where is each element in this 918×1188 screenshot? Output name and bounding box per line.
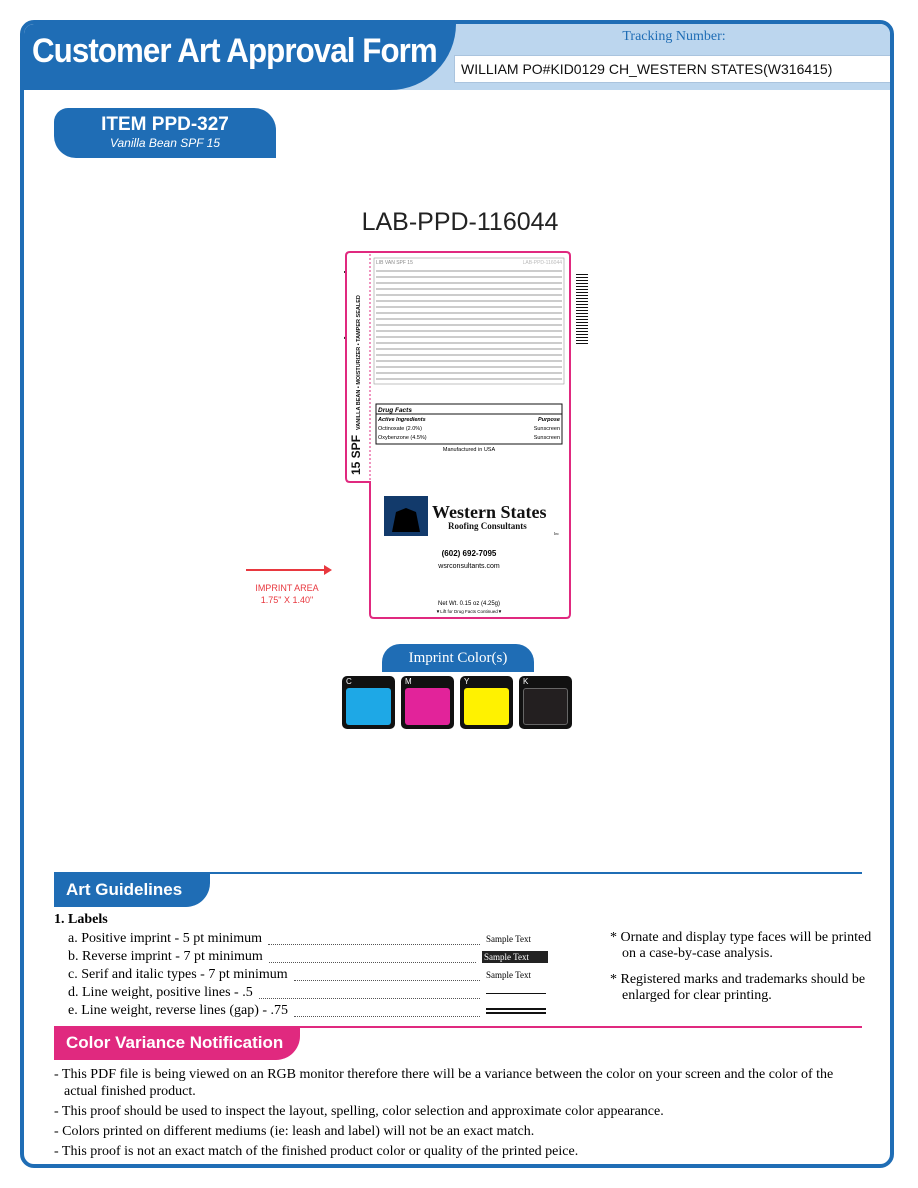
color-variance-title: Color Variance Notification <box>54 1026 300 1060</box>
variance-item: - Colors printed on different mediums (ie: leash and label) will not be an exact match. <box>54 1124 535 1139</box>
tracking-label: Tracking Number: <box>622 29 726 44</box>
swatch-label: M <box>405 677 412 686</box>
guideline-label: e. Line weight, reverse lines (gap) - .75 <box>68 1003 289 1018</box>
guideline-row <box>68 930 548 948</box>
ingredient-2: Oxybenzone (4.5%) <box>378 435 427 441</box>
sample-text-reverse: Sample Text <box>482 951 548 963</box>
active-ingredients-label: Active Ingredients <box>378 417 426 423</box>
form-title: Customer Art Approval Form <box>32 32 437 70</box>
variance-item: - This PDF file is being viewed on an RGB monitor therefore there will be a variance between the color on your screen and the color of the actual finished product. <box>54 1067 834 1099</box>
sample-line-positive <box>486 993 548 994</box>
note: * Ornate and display type faces will be printed on a case-by-case analysis. <box>610 930 872 961</box>
made-in-text: Manufactured in USA <box>442 447 496 453</box>
purpose-label: Purpose <box>537 417 560 423</box>
guidelines-list <box>68 930 548 1020</box>
imprint-area-note <box>242 582 332 606</box>
drug-facts-title: Drug Facts <box>378 407 412 414</box>
note: * Registered marks and trademarks should be enlarged for clear printing. <box>610 972 866 1003</box>
company-name-2: Roofing Consultants <box>448 521 527 531</box>
company-web: wsrconsultants.com <box>438 563 500 570</box>
ingredient-2-purpose: Sunscreen <box>533 435 560 441</box>
ingredient-1: Octinoxate (2.0%) <box>378 426 423 432</box>
imprint-area-label: IMPRINT AREA <box>255 583 319 593</box>
barcode-strip <box>576 272 588 344</box>
sample-text: Sample Text <box>486 970 531 980</box>
swatch-yellow <box>460 676 513 729</box>
imprint-colors-title: Imprint Color(s) <box>382 644 534 672</box>
guideline-row <box>68 984 548 1002</box>
side-product-text: VANILLA BEAN • MOISTURIZER • TAMPER SEALED <box>356 295 362 430</box>
variance-item: - This proof should be used to inspect the layout, spelling, color selection and approximate color appearance. <box>54 1104 664 1119</box>
guideline-label: a. Positive imprint - 5 pt minimum <box>68 931 263 946</box>
color-swatches <box>342 676 572 729</box>
swatch-magenta <box>401 676 454 729</box>
tracking-number-field: WILLIAM PO#KID0129 CH_WESTERN STATES(W316415) <box>454 55 892 83</box>
ingredient-1-purpose: Sunscreen <box>533 426 560 432</box>
guideline-row <box>68 948 548 966</box>
guideline-label: b. Reverse imprint - 7 pt minimum <box>68 949 263 964</box>
sample-line-reverse <box>486 1008 548 1014</box>
guideline-label: d. Line weight, positive lines - .5 <box>68 985 253 1000</box>
approval-form <box>20 20 894 1168</box>
lab-number: LAB-PPD-116044 <box>361 208 559 236</box>
company-phone: (602) 692-7095 <box>441 549 497 558</box>
guideline-row <box>68 1002 548 1020</box>
top-label-name: LIB VAN SPF 15 <box>376 260 413 266</box>
item-name: Vanilla Bean SPF 15 <box>109 136 221 150</box>
guideline-row <box>68 966 548 984</box>
variance-item: - This proof is not an exact match of the finished product color or quality of the printed peice. <box>54 1144 579 1159</box>
swatch-cyan <box>342 676 395 729</box>
company-inc: Inc <box>554 531 560 536</box>
imprint-area-size: 1.75" X 1.40" <box>260 595 314 605</box>
item-tag <box>54 108 276 158</box>
swatch-label: C <box>346 677 352 686</box>
company-name-1: Western States <box>432 502 547 522</box>
imprint-area-arrow <box>246 569 326 571</box>
swatch-label: Y <box>464 677 470 686</box>
net-weight: Net Wt. 0.15 oz (4.25g) <box>437 601 501 607</box>
lift-text: ▼Lift for Drug Facts Continued▼ <box>435 609 503 614</box>
guidelines-notes <box>610 930 880 1014</box>
top-label-code: LAB-PPD-116044 <box>522 260 562 266</box>
guidelines-title: Art Guidelines <box>54 873 210 907</box>
spf-side-text: 15 SPF <box>349 434 363 475</box>
guideline-label: c. Serif and italic types - 7 pt minimum <box>68 967 288 982</box>
swatch-label: K <box>523 677 529 686</box>
header-title-block <box>24 24 456 90</box>
item-code: ITEM PPD-327 <box>101 114 229 135</box>
label-artwork <box>344 250 572 620</box>
swatch-black <box>519 676 572 729</box>
color-variance-list <box>54 1066 854 1163</box>
labels-heading: 1. Labels <box>54 912 108 927</box>
sample-text: Sample Text <box>486 934 531 944</box>
